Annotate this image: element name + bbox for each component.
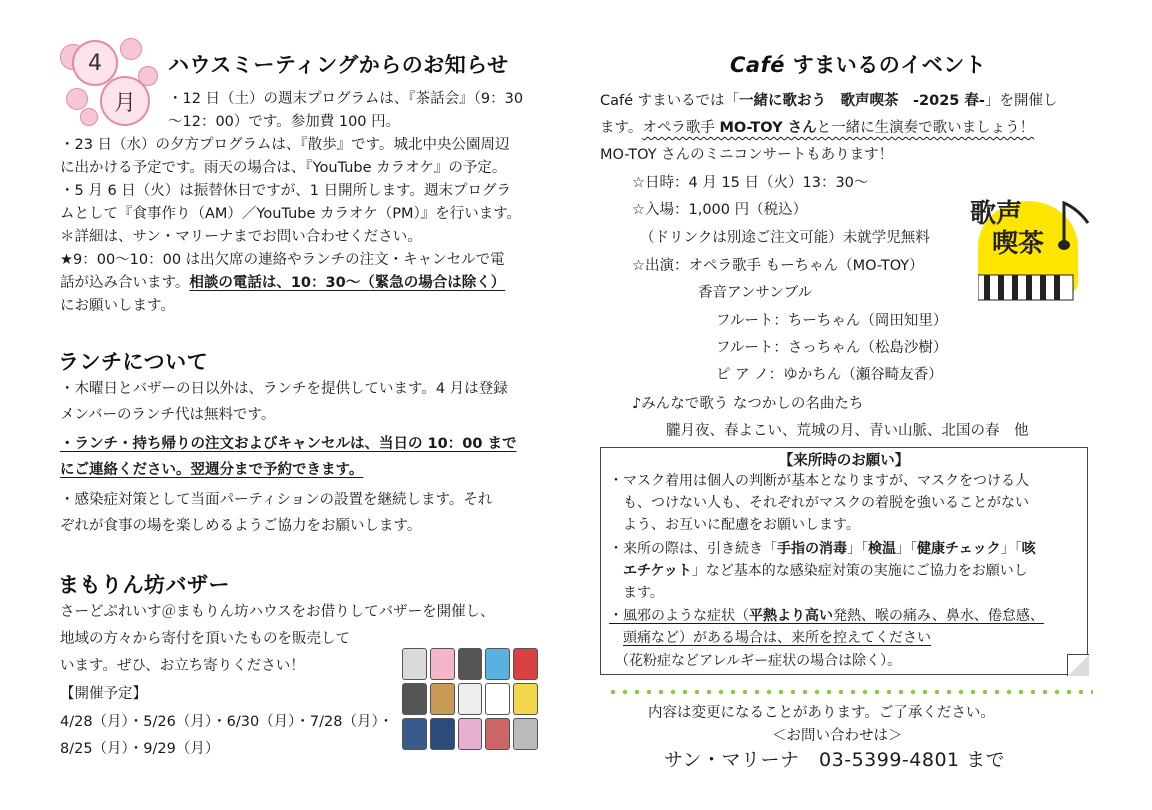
cafe-flute-1: フルート：ちーちゃん（岡田知里）	[716, 313, 948, 329]
cafe-intro-2a: ます。	[600, 120, 643, 136]
bazaar-schedule-label: 【開催予定】	[60, 686, 147, 702]
utagoe-kissa-logo	[968, 195, 1098, 313]
event-title: 一緒に歌おう 歌声喫茶 -2025 春-	[739, 93, 985, 109]
bazaar-heading: まもりん坊バザー	[58, 573, 230, 597]
cafe-intro-2	[600, 116, 1034, 140]
bazaar-line-3: います。ぜひ、お立ち寄りください！	[60, 658, 305, 674]
notice-title: 【来所時のお願い】	[778, 453, 910, 469]
lunch-line-1: ・木曜日とバザーの日以外は、ランチを提供しています。4 月は登録	[60, 381, 508, 397]
notice-l4-e: 」「	[896, 541, 917, 557]
house-line-2: 〜12：00）です。参加費 100 円。	[168, 114, 401, 130]
cafe-flute-2: フルート：さっちゃん（松島沙樹）	[716, 340, 948, 356]
sakura-icon	[120, 38, 142, 60]
cafe-heading-cafe: Café	[730, 53, 785, 77]
lunch-line-3: ・ランチ・持ち帰りの注文およびキャンセルは、当日の 10：00 まで	[60, 436, 517, 452]
cafe-intro-2-wavy	[642, 120, 1034, 136]
lunch-heading: ランチについて	[58, 350, 209, 374]
page-fold-corner	[1067, 654, 1089, 676]
bazaar-dates-1: 4/28（月）・5/26（月）・6/30（月）・7/28（月）・	[60, 714, 394, 730]
house-heading: ハウスミーティングからのお知らせ	[168, 53, 509, 77]
notice-l4-c: 」「	[847, 541, 868, 557]
house-line-6: ムとして『食事作り（AM）／YouTube カラオケ（PM）』を行います。	[60, 206, 522, 222]
cafe-fee: ☆入場：1,000 円（税込）	[632, 202, 808, 218]
notice-l4-d: 検温	[868, 541, 896, 557]
notice-line-2: も、つけない人も、それぞれがマスクの着脱を強いることがない	[623, 495, 1029, 511]
logo-text-line-2: 喫茶	[992, 229, 1045, 259]
notice-l5-a: エチケット	[623, 563, 692, 579]
cafe-intro-3: MO-TOY さんのミニコンサートもあります！	[600, 147, 894, 163]
sakura-icon	[66, 88, 88, 110]
house-line-4: に出かける予定です。雨天の場合は、『YouTube カラオケ』の予定。	[60, 160, 507, 176]
notice-line-8: 頭痛など）がある場合は、来所を控えてください	[623, 630, 931, 646]
house-line-8: ★9：00〜10：00 は出欠席の連絡やランチの注文・キャンセルで電	[60, 252, 505, 268]
dotted-divider	[607, 688, 1093, 696]
notice-l5-b: 」など基本的な感染症対策の実施にご協力をお願いし	[691, 563, 1028, 579]
notice-line-7	[609, 605, 1044, 627]
cafe-intro-1c: 」を開催し	[984, 93, 1058, 109]
notice-line-1: ・マスク着用は個人の判断が基本となりますが、マスクをつける人	[609, 473, 1029, 489]
notice-line-5	[623, 560, 1028, 582]
house-line-9-text: 話が込み合います。	[60, 275, 190, 291]
house-line-5: ・5 月 6 日（火）は振替休日ですが、1 日開所します。週末プログラ	[60, 183, 511, 199]
notice-l7-c: 発熱、喉の痛み、鼻水、倦怠感、	[833, 608, 1044, 624]
notice-l7-a: ・風邪のような症状（	[609, 608, 749, 624]
lunch-line-6: ぞれが食事の場を楽しめるようご協力をお願いします。	[60, 518, 422, 534]
cafe-intro-2d: と一緒に生演奏で歌いましょう！	[816, 120, 1035, 136]
cafe-heading	[730, 49, 986, 79]
badge-unit: 月	[100, 76, 150, 126]
lunch-line-4: にご連絡ください。翌週分まで予約できます。	[60, 462, 364, 478]
notice-l7-underline	[609, 608, 1044, 624]
cafe-heading-rest: すまいるのイベント	[792, 53, 987, 77]
cafe-song-list: 朧月夜、春よこい、荒城の月、青い山脈、北国の春 他	[666, 423, 1029, 439]
house-line-10: にお願いします。	[60, 298, 175, 314]
cafe-songs: ♪みんなで歌う なつかしの名曲たち	[632, 396, 864, 412]
notice-l4-g: 」「	[1000, 541, 1022, 557]
house-line-1: ・12 日（土）の週末プログラムは、『茶話会』（9：30	[168, 91, 524, 107]
house-line-7: ＊詳細は、サン・マリーナまでお問い合わせください。	[60, 229, 422, 245]
cafe-fee-note: （ドリンクは別途ご注文可能）未就学児無料	[640, 230, 930, 246]
notice-line-4	[609, 538, 1036, 560]
notice-line-9: （花粉症などアレルギー症状の場合は除く）。	[615, 653, 902, 669]
bazaar-dates-2: 8/25（月）・9/29（月）	[60, 741, 220, 757]
consult-phone-note: 相談の電話は、10：30〜（緊急の場合は除く）	[189, 275, 506, 291]
notice-l4-b: 手指の消毒	[777, 541, 847, 557]
cafe-piano: ピ ア ノ：ゆかちん（瀬谷畸友香）	[716, 367, 943, 383]
sakura-icon	[80, 108, 98, 126]
cafe-date: ☆日時：4 月 15 日（火）13：30〜	[632, 175, 869, 191]
logo-text-line-1: 歌声	[970, 199, 1023, 229]
cafe-intro-1a: Café すまいるでは「	[600, 93, 739, 109]
footer-contact: サン・マリーナ 03-5399-4801 まで	[664, 749, 1006, 771]
notice-l7-b: 平熱より高い	[749, 608, 833, 624]
bazaar-line-1: さーどぷれいす＠まもりん坊ハウスをお借りしてバザーを開催し、	[60, 604, 495, 620]
cafe-performers: ☆出演：オペラ歌手 もーちゃん（MO-TOY）	[632, 258, 924, 274]
cafe-intro-1	[600, 89, 1057, 113]
notice-line-3: よう、お互いに配慮をお願いします。	[623, 517, 860, 533]
footer-note: 内容は変更になることがあります。ご了承ください。	[648, 705, 995, 721]
logo-text	[970, 199, 1044, 259]
notice-l4-f: 健康チェック	[917, 541, 1001, 557]
badge-number: 4	[72, 40, 118, 86]
month-badge	[58, 38, 158, 128]
performer-name: MO-TOY さん	[719, 120, 817, 136]
notice-box	[600, 447, 1088, 675]
clothes-illustration	[402, 648, 538, 750]
house-line-9	[60, 271, 505, 295]
lunch-line-2: メンバーのランチ代は無料です。	[60, 407, 276, 423]
notice-l4-h: 咳	[1021, 541, 1036, 557]
footer-inquiry: ＜お問い合わせは＞	[772, 728, 903, 744]
lunch-line-5: ・感染症対策として当面パーティションの設置を継続します。それ	[60, 492, 493, 508]
music-note-icon	[1056, 195, 1096, 255]
notice-line-6: ます。	[623, 585, 664, 601]
bazaar-line-2: 地域の方々から寄付を頂いたものを販売して	[60, 631, 350, 647]
house-line-3: ・23 日（水）の夕方プログラムは、『散歩』です。城北中央公園周辺	[60, 137, 510, 153]
notice-l4-a: ・来所の際は、引き続き「	[609, 541, 777, 557]
cafe-ensemble: 香音アンサンブル	[698, 285, 813, 301]
piano-keys-icon	[978, 265, 1078, 305]
cafe-intro-2b: オペラ歌手	[642, 120, 720, 136]
